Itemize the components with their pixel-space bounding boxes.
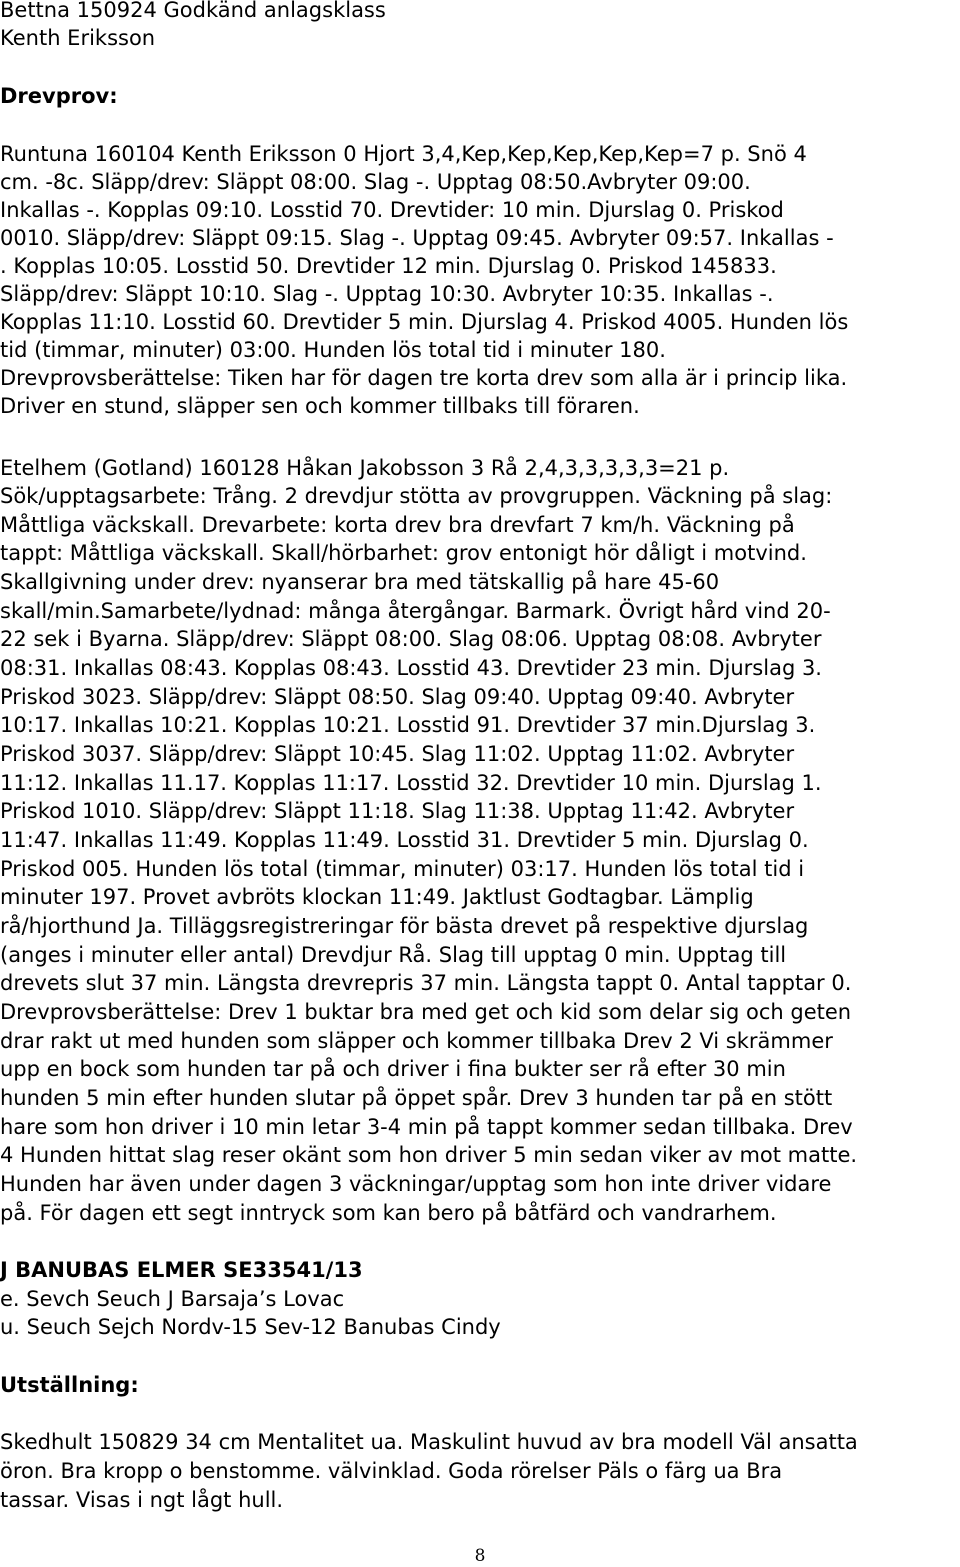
etelhem-line: 11:47. Inkallas 11:49. Kopplas 11:49. Losstid 31. Drevtider 5 min. Djurslag 0. (0, 828, 809, 852)
etelhem-line: hare som hon driver i 10 min letar 3-4 min på tappt kommer sedan tillbaka. Drev (0, 1115, 853, 1139)
etelhem-line: 4 Hunden hittat slag reser okänt som hon driver 5 min sedan viker av mot matte. (0, 1143, 858, 1167)
runtuna-line: tid (timmar, minuter) 03:00. Hunden lös total tid i minuter 180. (0, 338, 666, 362)
etelhem-line: skall/min.Samarbete/lydnad: många återgångar. Barmark. Övrigt hård vind 20- (0, 599, 831, 623)
header-line-1: Bettna 150924 Godkänd anlagsklass (0, 0, 386, 22)
etelhem-line: minuter 197. Provet avbröts klockan 11:49. Jaktlust Godtagbar. Lämplig (0, 885, 754, 909)
etelhem-line: på. För dagen ett segt inntryck som kan bero på båtfärd och vandrarhem. (0, 1201, 777, 1225)
runtuna-line: Runtuna 160104 Kenth Eriksson 0 Hjort 3,4,Kep,Kep,Kep,Kep,Kep=7 p. Snö 4 (0, 142, 807, 166)
etelhem-line: Sök/upptagsarbete: Trång. 2 drevdjur stötta av provgruppen. Väckning på slag: (0, 484, 833, 508)
runtuna-line: cm. -8c. Släpp/drev: Släppt 08:00. Slag -. Upptag 08:50.Avbryter 09:00. (0, 170, 751, 194)
etelhem-line: upp en bock som hunden tar på och driver i fina bukter ser rå efter 30 min (0, 1057, 786, 1081)
etelhem-line: Drevprovsberättelse: Drev 1 buktar bra med get och kid som delar sig och geten (0, 1000, 852, 1024)
runtuna-line: . Kopplas 10:05. Losstid 50. Drevtider 12 min. Djurslag 0. Priskod 145833. (0, 254, 777, 278)
dog-dam: u. Seuch Sejch Nordv-15 Sev-12 Banubas Cindy (0, 1315, 501, 1339)
etelhem-line: drar rakt ut med hunden som släpper och kommer tillbaka Drev 2 Vi skrämmer (0, 1029, 833, 1053)
etelhem-line: Priskod 1010. Släpp/drev: Släppt 11:18. Slag 11:38. Upptag 11:42. Avbryter (0, 799, 795, 823)
etelhem-line: hunden 5 min efter hunden slutar på öppet spår. Drev 3 hunden tar på en stött (0, 1086, 833, 1110)
etelhem-line: Priskod 3037. Släpp/drev: Släppt 10:45. Slag 11:02. Upptag 11:02. Avbryter (0, 742, 795, 766)
runtuna-line: Kopplas 11:10. Losstid 60. Drevtider 5 min. Djurslag 4. Priskod 4005. Hunden lös (0, 310, 849, 334)
etelhem-line: Priskod 005. Hunden lös total (timmar, minuter) 03:17. Hunden lös total tid i (0, 857, 805, 881)
etelhem-line: rå/hjorthund Ja. Tilläggsregistreringar för bästa drevet på respektive djurslag (0, 914, 809, 938)
page-number: 8 (474, 1546, 486, 1566)
etelhem-line: Priskod 3023. Släpp/drev: Släppt 08:50. Slag 09:40. Upptag 09:40. Avbryter (0, 685, 795, 709)
runtuna-line: Inkallas -. Kopplas 09:10. Losstid 70. Drevtider: 10 min. Djurslag 0. Priskod (0, 198, 784, 222)
runtuna-line: Släpp/drev: Släppt 10:10. Slag -. Upptag 10:30. Avbryter 10:35. Inkallas -. (0, 282, 774, 306)
dog-sire: e. Sevch Seuch J Barsaja’s Lovac (0, 1287, 345, 1311)
drevprov-heading: Drevprov: (0, 84, 118, 108)
utstallning-line: Skedhult 150829 34 cm Mentalitet ua. Maskulint huvud av bra modell Väl ansatta (0, 1430, 858, 1454)
etelhem-line: (anges i minuter eller antal) Drevdjur Rå. Slag till upptag 0 min. Upptag till (0, 943, 787, 967)
utstallning-line: tassar. Visas i ngt lågt hull. (0, 1488, 284, 1512)
etelhem-line: tappt: Måttliga väckskall. Skall/hörbarhet: grov entonigt hör dåligt i motvind. (0, 541, 807, 565)
utstallning-heading: Utställning: (0, 1373, 139, 1397)
runtuna-line: Drevprovsberättelse: Tiken har för dagen tre korta drev som alla är i princip lika. (0, 366, 848, 390)
etelhem-line: Måttliga väckskall. Drevarbete: korta drev bra drevfart 7 km/h. Väckning på (0, 513, 795, 537)
utstallning-line: öron. Bra kropp o benstomme. välvinklad. Goda rörelser Päls o färg ua Bra (0, 1459, 783, 1483)
etelhem-line: 11:12. Inkallas 11.17. Kopplas 11:17. Losstid 32. Drevtider 10 min. Djurslag 1. (0, 771, 822, 795)
etelhem-line: 10:17. Inkallas 10:21. Kopplas 10:21. Losstid 91. Drevtider 37 min.Djurslag 3. (0, 713, 816, 737)
etelhem-line: Skallgivning under drev: nyanserar bra med tätskallig på hare 45-60 (0, 570, 720, 594)
runtuna-line: 0010. Släpp/drev: Släppt 09:15. Slag -. Upptag 09:45. Avbryter 09:57. Inkallas - (0, 226, 834, 250)
etelhem-line: drevets slut 37 min. Längsta drevrepris 37 min. Längsta tappt 0. Antal tapptar 0. (0, 971, 852, 995)
runtuna-line: Driver en stund, släpper sen och kommer tillbaks till föraren. (0, 394, 640, 418)
etelhem-line: Hunden har även under dagen 3 väckningar/upptag som hon inte driver vidare (0, 1172, 832, 1196)
etelhem-line: Etelhem (Gotland) 160128 Håkan Jakobsson 3 Rå 2,4,3,3,3,3,3=21 p. (0, 456, 730, 480)
header-line-2: Kenth Eriksson (0, 26, 156, 50)
dog-name: J BANUBAS ELMER SE33541/13 (0, 1258, 363, 1282)
etelhem-line: 22 sek i Byarna. Släpp/drev: Släppt 08:00. Slag 08:06. Upptag 08:08. Avbryter (0, 627, 822, 651)
etelhem-line: 08:31. Inkallas 08:43. Kopplas 08:43. Losstid 43. Drevtider 23 min. Djurslag 3. (0, 656, 822, 680)
